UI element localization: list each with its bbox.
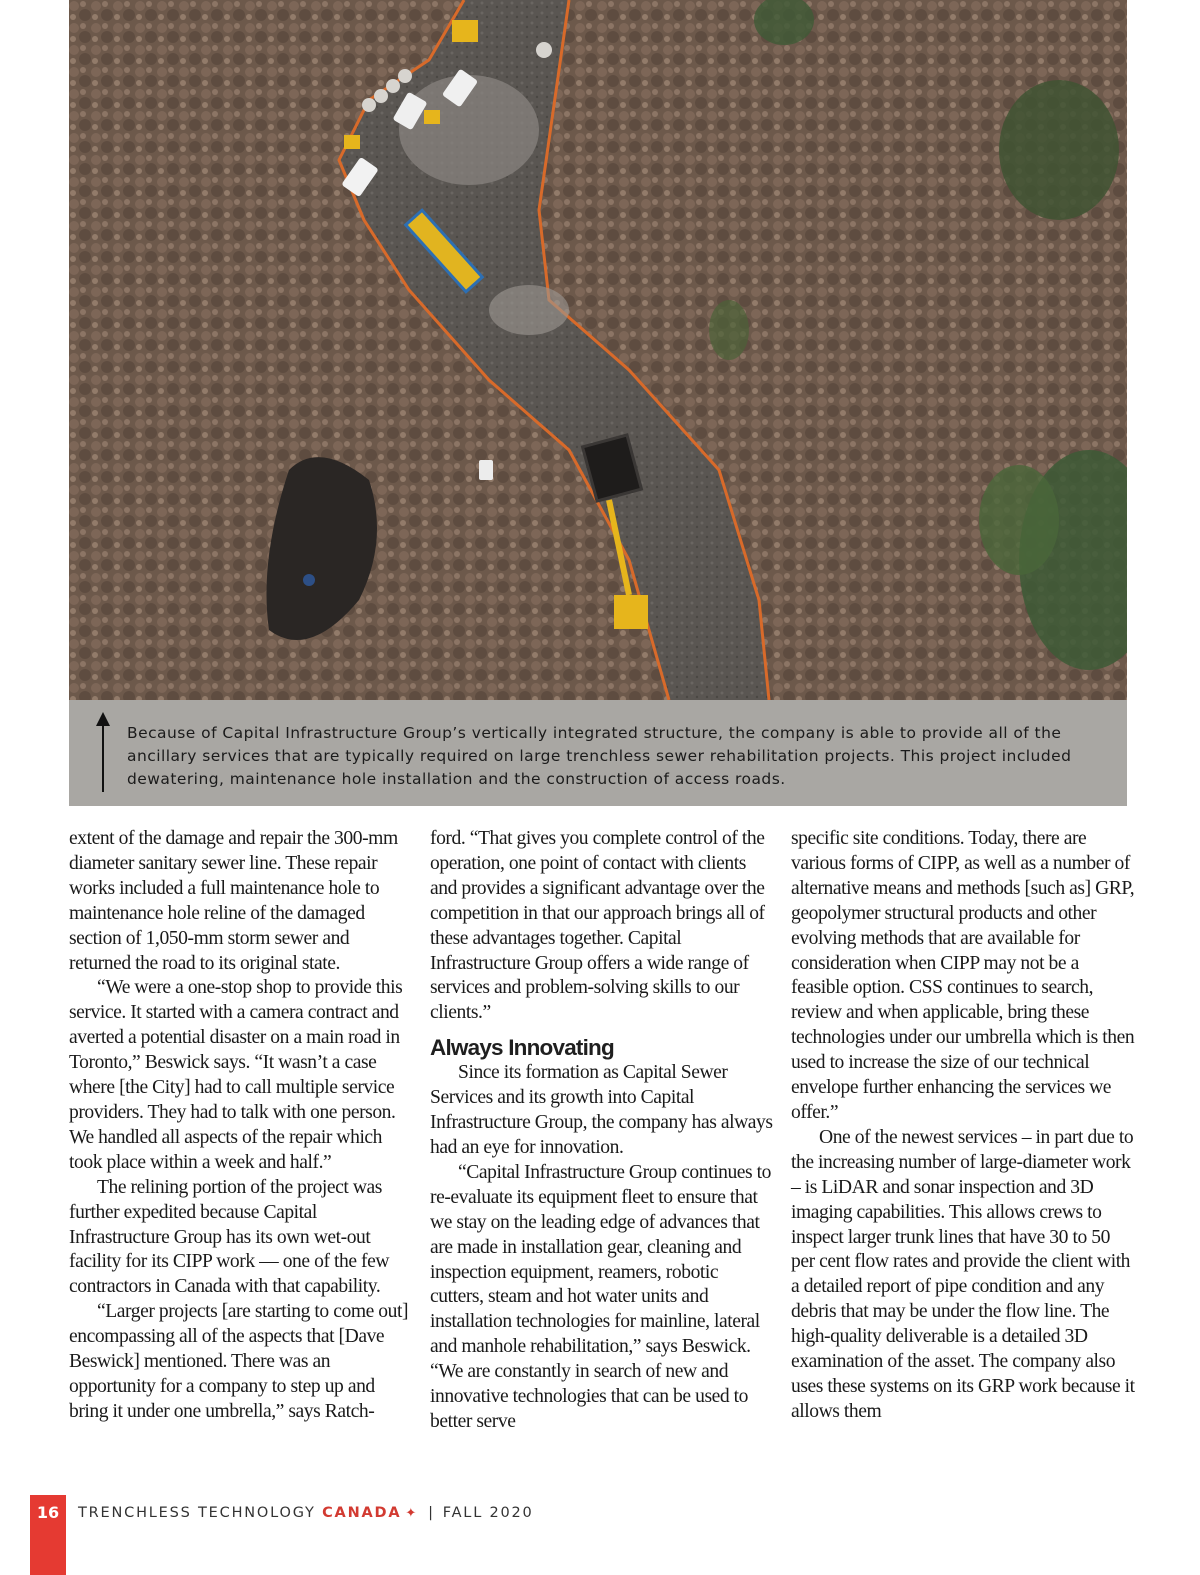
aerial-construction-photo [69, 0, 1127, 700]
section-heading: Always Innovating [430, 1035, 614, 1061]
footer-separator: | [428, 1505, 435, 1521]
publication-country: CANADA [322, 1505, 402, 1521]
article-column-2 [430, 827, 775, 1435]
running-footer [78, 1505, 534, 1521]
paragraph: One of the newest services – in part due to the increasing number of large-diameter work – is LiDAR and sonar inspection and 3D imaging capabilities. This allows crews to inspect larger trunk lines that have 30 to 50 per cent flow rates and provide the client with a detailed report of pipe condition and any debris that may be under the flow line. The high-quality deliverable is a detailed 3D examination of the asset. The company also uses these systems on its GRP work because it allows them [791, 1126, 1135, 1422]
paragraph: The relining portion of the project was further expedited because Capital Infrastructure Group has its own wet-out facility for its CIPP work — one of the few contractors in Canada with that capability. [69, 1176, 390, 1298]
publication-name: TRENCHLESS TECHNOLOGY [78, 1505, 316, 1521]
caption-text: Because of Capital Infrastructure Group’s vertically integrated structure, the company is able to provide all of the ancillary services that are typically required on large trenchless sewer rehabilitation projects. This project included dewatering, maintenance hole installation and the construction of access roads. [127, 724, 1072, 788]
page-number: 16 [36, 1503, 60, 1522]
paragraph: “Larger projects [are starting to come out] encompassing all of the aspects that [Dave Beswick] mentioned. There was an opportunity for a company to step up and bring it under one umbrella,” says Ratch- [69, 1301, 409, 1422]
paragraph: ford. “That gives you complete control of the operation, one point of contact with clients and provides a significant advantage over the competition in that our approach brings all of these advantages together. Capital Infrastructure Group offers a wide range of services and problem-solving skills to our clients.” [430, 828, 765, 1024]
photo-caption [69, 700, 1127, 806]
paragraph: extent of the damage and repair the 300-mm diameter sanitary sewer line. These repair works included a full maintenance hole to maintenance hole reline of the damaged section of 1,050-mm storm sewer and returned the road to its original state. [69, 828, 398, 974]
maple-leaf-icon: ✦ [405, 1506, 419, 1521]
issue-date: FALL 2020 [442, 1505, 534, 1521]
article-column-3 [791, 827, 1136, 1425]
paragraph: specific site conditions. Today, there are various forms of CIPP, as well as a number of alternative means and methods [such as] GRP, geopolymer structural products and other evolving methods that are available for consideration when CIPP may not be a feasible option. CSS continues to search, review and when applicable, bring these technologies under our umbrella which is then used to increase the size of our technical envelope further enhancing the services we offer.” [791, 828, 1135, 1123]
paragraph: “Capital Infrastructure Group continues to re-evaluate its equipment fleet to ensure that we stay on the leading edge of advances that are made in installation gear, cleaning and inspection equipment, reamers, robotic cutters, steam and hot water units and installation technologies for mainline, lateral and manhole rehabilitation,” says Beswick. “We are constantly in search of new and innovative technologies that can be used to better serve [430, 1161, 771, 1432]
aerial-photo [69, 0, 1127, 700]
paragraph: Since its formation as Capital Sewer Services and its growth into Capital Infrastructure Group, the company has always had an eye for innovation. [430, 1062, 773, 1158]
article-column-1 [69, 827, 414, 1425]
arrow-up-icon [95, 712, 111, 794]
paragraph: “We were a one-stop shop to provide this service. It started with a camera contract and averted a potential disaster on a main road in Toronto,” Beswick says. “It wasn’t a case where [the City] had to call multiple service providers. They had to talk with one person. We handled all aspects of the repair which took place within a week and half.” [69, 977, 403, 1173]
